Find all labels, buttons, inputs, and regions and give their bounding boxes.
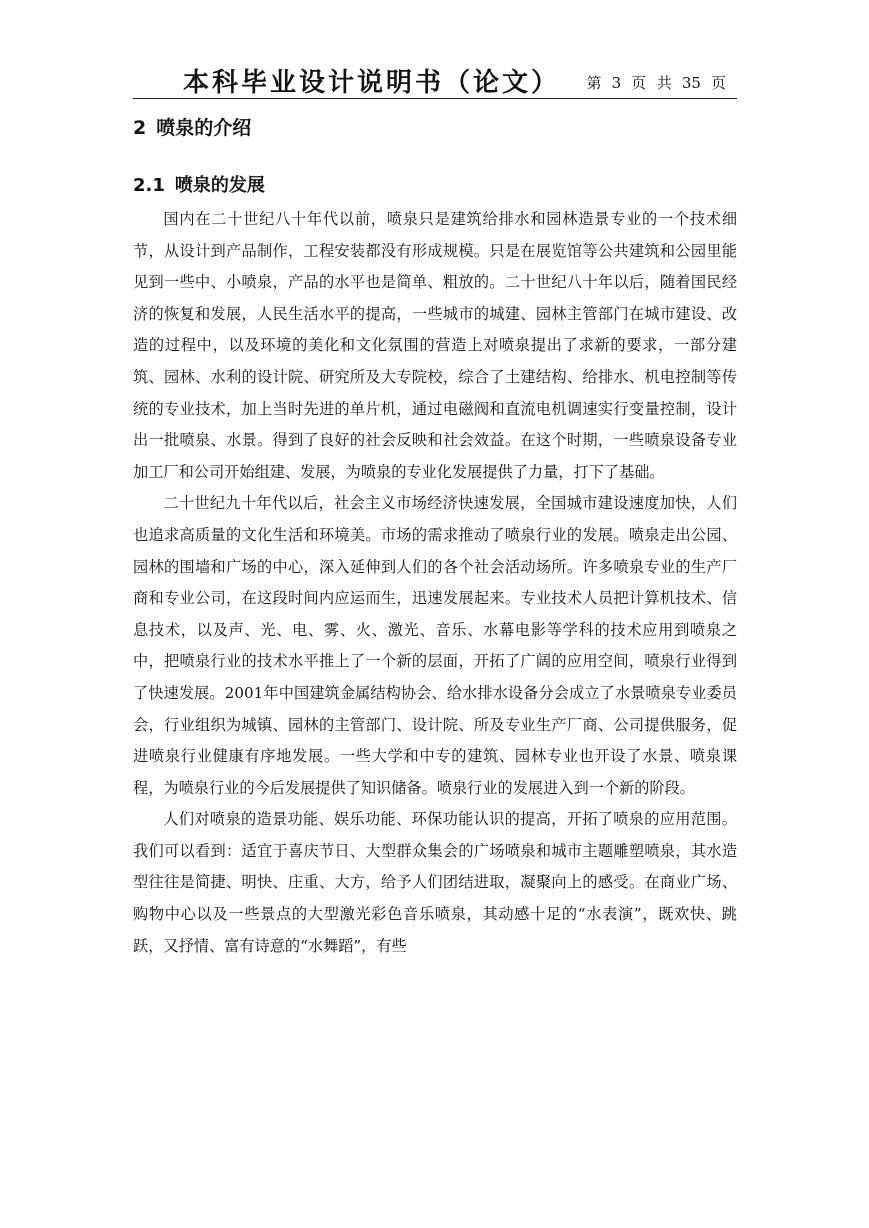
section-number: 2 (133, 117, 147, 139)
document-body (133, 112, 737, 962)
subsection-number: 2.1 (133, 175, 165, 196)
page-label-mid: 页 共 (631, 74, 672, 92)
current-page-number: 3 (611, 74, 622, 92)
body-paragraph: 国内在二十世纪八十年代以前，喷泉只是建筑给排水和园林造景专业的一个技术细节，从设计到产品制作，工程安装都没有形成规模。只是在展览馆等公共建筑和公园里能见到一些中、小喷泉，产品的水平也是简单、粗放的。二十世纪八十年以后，随着国民经济的恢复和发展，人民生活水平的提高，一些城市的城建、园林主管部门在城市建设、改造的过程中，以及环境的美化和文化氛围的营造上对喷泉提出了求新的要求，一部分建筑、园林、水利的设计院、研究所及大专院校，综合了土建结构、给排水、机电控制等传统的专业技术，加上当时先进的单片机，通过电磁阀和直流电机调速实行变量控制，设计出一批喷泉、水景。得到了良好的社会反映和社会效益。在这个时期，一些喷泉设备专业加工厂和公司开始组建、发展，为喷泉的专业化发展提供了力量，打下了基础。 (133, 210, 737, 481)
header-divider (133, 98, 737, 99)
page-label-suffix: 页 (710, 74, 726, 92)
page-number-indicator (582, 72, 731, 93)
section-heading (133, 112, 737, 144)
page-header (133, 58, 737, 98)
header-title: 本科毕业设计说明书（论文） (183, 68, 561, 98)
subsection-title: 喷泉的发展 (174, 175, 265, 196)
total-page-number: 35 (681, 74, 701, 92)
body-paragraph: 人们对喷泉的造景功能、娱乐功能、环保功能认识的提高，开拓了喷泉的应用范围。我们可以看到：适宜于喜庆节日、大型群众集会的广场喷泉和城市主题雕塑喷泉，其水造型往往是简捷、明快、庄重、大方，给予人们团结进取，凝聚向上的感受。在商业广场、购物中心以及一些景点的大型激光彩色音乐喷泉，其动感十足的“水表演”，既欢快、跳跃，又抒情、富有诗意的“水舞蹈”，有些 (133, 810, 737, 955)
subsection-heading (133, 170, 737, 202)
body-paragraph: 二十世纪九十年代以后，社会主义市场经济快速发展，全国城市建设速度加快，人们也追求高质量的文化生活和环境美。市场的需求推动了喷泉行业的发展。喷泉走出公园、园林的围墙和广场的中心，深入延伸到人们的各个社会活动场所。许多喷泉专业的生产厂商和专业公司，在这段时间内应运而生，迅速发展起来。专业技术人员把计算机技术、信息技术，以及声、光、电、雾、火、激光、音乐、水幕电影等学科的技术应用到喷泉之中，把喷泉行业的技术水平推上了一个新的层面，开拓了广阔的应用空间，喷泉行业得到了快速发展。2001年中国建筑金属结构协会、给水排水设备分会成立了水景喷泉专业委员会，行业组织为城镇、园林的主管部门、设计院、所及专业生产厂商、公司提供服务，促进喷泉行业健康有序地发展。一些大学和中专的建筑、园林专业也开设了水景、喷泉课程，为喷泉行业的今后发展提供了知识储备。喷泉行业的发展进入到一个新的阶段。 (133, 494, 737, 797)
section-title: 喷泉的介绍 (156, 117, 252, 139)
page-label-prefix: 第 (586, 74, 602, 92)
